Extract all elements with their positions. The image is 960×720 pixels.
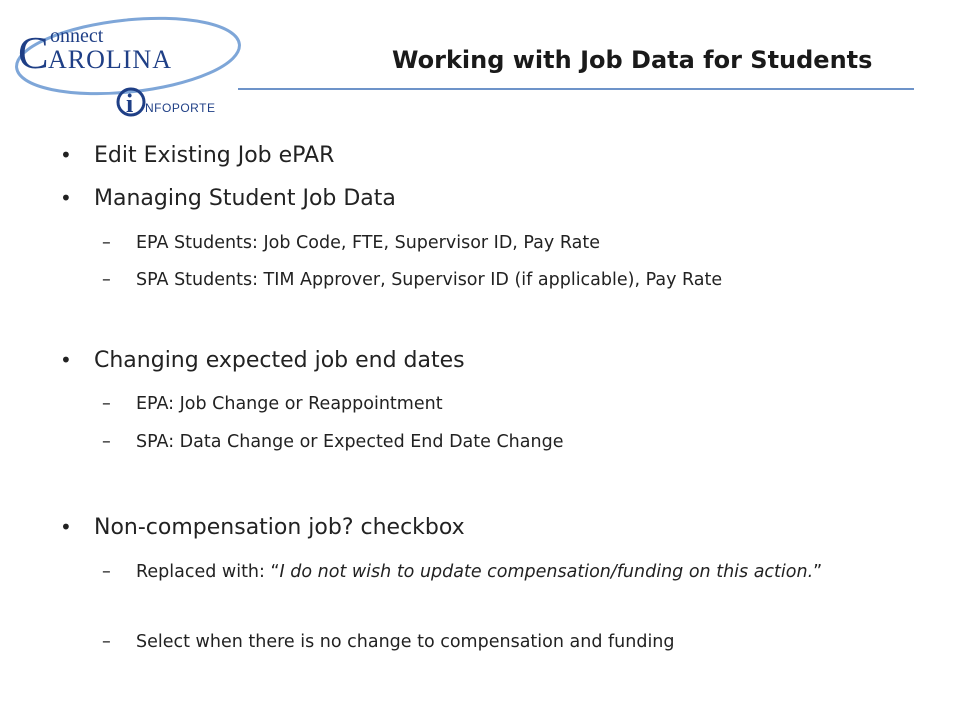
sub-bullet-epa-job-change: – EPA: Job Change or Reappointment [136, 392, 896, 416]
sub-bullet-select-when-no-change: – Select when there is no change to compensation and funding [136, 630, 896, 654]
sub-bullet-spa-students: – SPA Students: TIM Approver, Supervisor ID (if applicable), Pay Rate [136, 268, 896, 292]
replaced-prefix: Replaced with: “ [136, 562, 280, 582]
sub-bullet-epa-students: – EPA Students: Job Code, FTE, Supervisor ID, Pay Rate [136, 231, 896, 255]
connect-carolina-logo [8, 4, 258, 126]
logo-initial-c: C [18, 27, 49, 78]
logo-word-connect: onnect [50, 25, 104, 47]
replaced-suffix: ” [813, 562, 823, 582]
bullet-changing-end-dates: • Changing expected job end dates [94, 348, 465, 373]
replaced-italic-text: I do not wish to update compensation/funding on this action. [279, 562, 814, 582]
slide-title: Working with Job Data for Students [392, 46, 873, 74]
sub-bullet-spa-data-change: – SPA: Data Change or Expected End Date Change [136, 430, 896, 454]
logo-word-infoporte: NFOPORTE [145, 101, 216, 115]
logo-initial-i: i [126, 89, 134, 118]
bullet-managing-student-job-data: • Managing Student Job Data [94, 186, 396, 211]
title-underline [238, 88, 914, 90]
bullet-non-compensation-checkbox: • Non-compensation job? checkbox [94, 515, 465, 540]
sub-bullet-replaced-with [136, 560, 896, 584]
logo-word-carolina: AROLINA [48, 45, 172, 74]
bullet-edit-job-epar: • Edit Existing Job ePAR [94, 143, 334, 168]
